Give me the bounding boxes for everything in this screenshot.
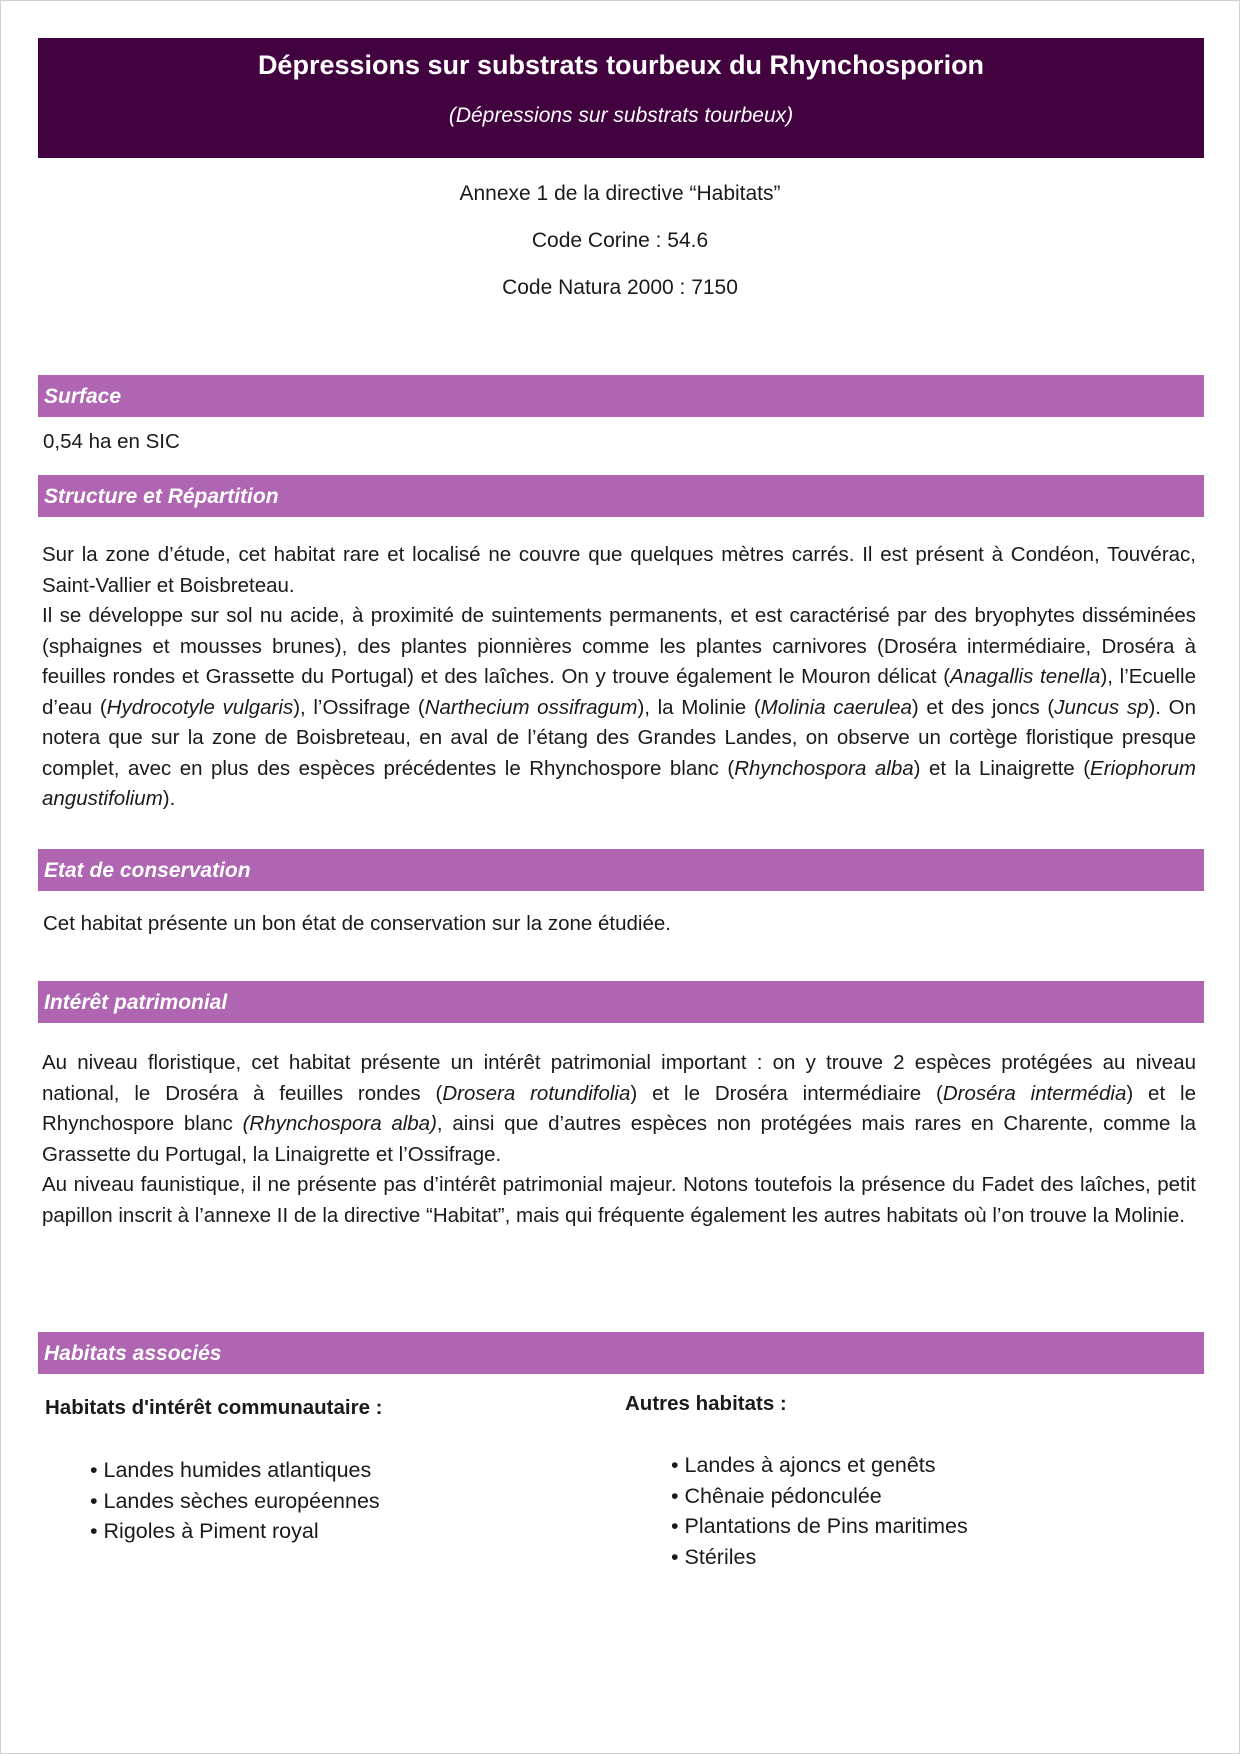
text-run: ), la Molinie ( [637, 695, 761, 719]
surface-value: 0,54 ha en SIC [43, 430, 180, 453]
community-habitats-list [90, 1455, 380, 1547]
text-run: ) et des joncs ( [911, 695, 1055, 719]
species-name: Juncus sp [1054, 695, 1149, 719]
section-header-habitats: Habitats associés [38, 1332, 1204, 1374]
list-item: • Chênaie pédonculée [671, 1481, 968, 1512]
list-item: • Landes humides atlantiques [90, 1455, 380, 1486]
section-header-structure: Structure et Répartition [38, 475, 1204, 517]
patrimonial-paragraph-2: Au niveau faunistique, il ne présente pas d’intérêt patrimonial majeur. Notons toutefois la présence du Fadet des laîches, petit papillon inscrit à l’annexe II de la directive “Habitat”, mais qui fréquente également les autres habitats où l’on trouve la Molinie. [42, 1173, 1196, 1227]
species-name: Molinia caerulea [760, 695, 912, 719]
annexe-line: Annexe 1 de la directive “Habitats” [459, 182, 781, 205]
text-run: Il se développe sur sol nu acide, à proximité de suintements permanents, et est caractérisé par des bryophytes disséminées (sphaignes et mousses brunes), des plantes pionnières comme les plantes carnivores (Droséra intermédiaire, Droséra à feuilles rondes et Grassette du Portugal) et des laîches. On y trouve également le Mouron délicat ( [42, 604, 1196, 688]
page-title: Dépressions sur substrats tourbeux du Rhynchosporion [257, 50, 985, 80]
title-banner [38, 38, 1204, 158]
text-run: ) et le Droséra intermédiaire ( [630, 1081, 943, 1105]
text-run: ), l’Ecuelle d’eau ( [42, 665, 1196, 719]
section-header-conservation: Etat de conservation [38, 849, 1204, 891]
list-item: • Plantations de Pins maritimes [671, 1511, 968, 1542]
text-run: ) et le Rhynchospore blanc [42, 1081, 1196, 1135]
text-run: ). [162, 787, 176, 810]
text-run: , ainsi que d’autres espèces non protégées mais rares en Charente, comme la Grassette du Portugal, la Linaigrette et l’Ossifrage. [42, 1112, 1197, 1166]
species-name: Droséra intermédia [942, 1081, 1127, 1105]
patrimonial-body [42, 1048, 1196, 1231]
section-header-surface: Surface [38, 375, 1204, 417]
text-run: ) et la Linaigrette ( [913, 756, 1091, 780]
list-item: • Stériles [671, 1542, 968, 1573]
structure-paragraph-1: Sur la zone d’étude, cet habitat rare et localisé ne couvre que quelques mètres carrés. Il est présent à Condéon, Touvérac, Saint-Vallier et Boisbreteau. [42, 543, 1196, 597]
species-name: Anagallis tenella [950, 665, 1101, 688]
structure-paragraph-2 [42, 601, 1196, 815]
text-run: Au niveau floristique, cet habitat présente un intérêt patrimonial important : on y trouve 2 espèces protégées au niveau national, le Droséra à feuilles rondes ( [42, 1051, 1196, 1105]
community-habitats-heading: Habitats d'intérêt communautaire : [45, 1396, 383, 1419]
species-name: Rhynchospora alba [734, 756, 914, 780]
code-natura-line: Code Natura 2000 : 7150 [502, 276, 738, 299]
text-run: ). On notera que sur la zone de Boisbreteau, en aval de l’étang des Grandes Landes, on observe un cortège floristique presque complet, avec en plus des espèces précédentes le Rhynchospore blanc ( [42, 695, 1197, 780]
other-habitats-list [671, 1450, 968, 1572]
list-item: • Rigoles à Piment royal [90, 1516, 380, 1547]
species-name: Eriophorum angustifolium [42, 756, 1196, 810]
species-name: (Rhynchospora alba) [242, 1112, 437, 1135]
other-habitats-heading: Autres habitats : [625, 1392, 787, 1415]
list-item: • Landes à ajoncs et genêts [671, 1450, 968, 1481]
page-subtitle: (Dépressions sur substrats tourbeux) [448, 104, 794, 127]
species-name: Hydrocotyle vulgaris [106, 695, 294, 719]
list-item: • Landes sèches européennes [90, 1486, 380, 1517]
text-run: ), l’Ossifrage ( [293, 695, 425, 719]
section-header-patrimonial: Intérêt patrimonial [38, 981, 1204, 1023]
patrimonial-paragraph-1 [42, 1048, 1196, 1170]
structure-body [42, 540, 1196, 815]
species-name: Drosera rotundifolia [442, 1081, 631, 1105]
conservation-text: Cet habitat présente un bon état de conservation sur la zone étudiée. [43, 912, 671, 935]
code-corine-line: Code Corine : 54.6 [531, 229, 709, 252]
species-name: Narthecium ossifragum [424, 695, 638, 719]
